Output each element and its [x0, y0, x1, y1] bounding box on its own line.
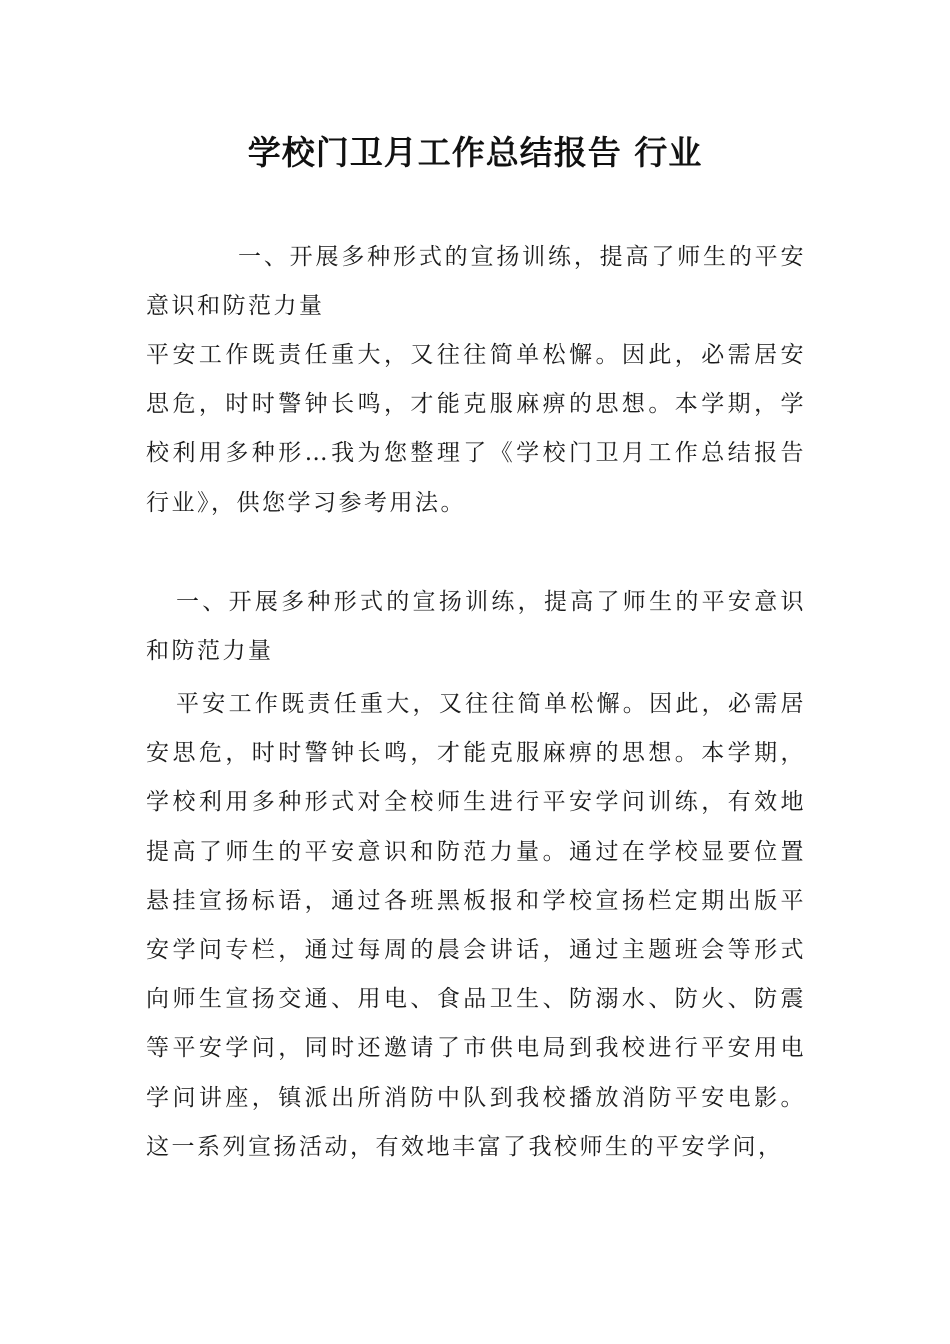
summary-paragraph: 平安工作既责任重大，又往往简单松懈。因此，必需居安思危，时时警钟长鸣，才能克服麻痹的思想。本学期，学校利用多种形…我为您整理了《学校门卫月工作总结报告行业》，供您学习参考用法。	[146, 342, 806, 516]
section-heading: 一、开展多种形式的宣扬训练，提高了师生的平安意识和防范力量	[146, 589, 806, 665]
body-paragraph: 平安工作既责任重大，又往往简单松懈。因此，必需居安思危，时时警钟长鸣，才能克服麻痹的思想。本学期，学校利用多种形式对全校师生进行平安学问训练，有效地提高了师生的平安意识和防范力量。通过在学校显要位置悬挂宣扬标语，通过各班黑板报和学校宣扬栏定期出版平安学问专栏，通过每周的晨会讲话，通过主题班会等形式向师生宣扬交通、用电、食品卫生、防溺水、防火、防震等平安学问，同时还邀请了市供电局到我校进行平安用电学问讲座，镇派出所消防中队到我校播放消防平安电影。这一系列宣扬活动，有效地丰富了我校师生的平安学问，	[146, 691, 806, 1160]
summary-heading: 一、开展多种形式的宣扬训练，提高了师生的平安意识和防范力量	[146, 244, 806, 320]
document-title: 学校门卫月工作总结报告 行业	[247, 133, 703, 172]
